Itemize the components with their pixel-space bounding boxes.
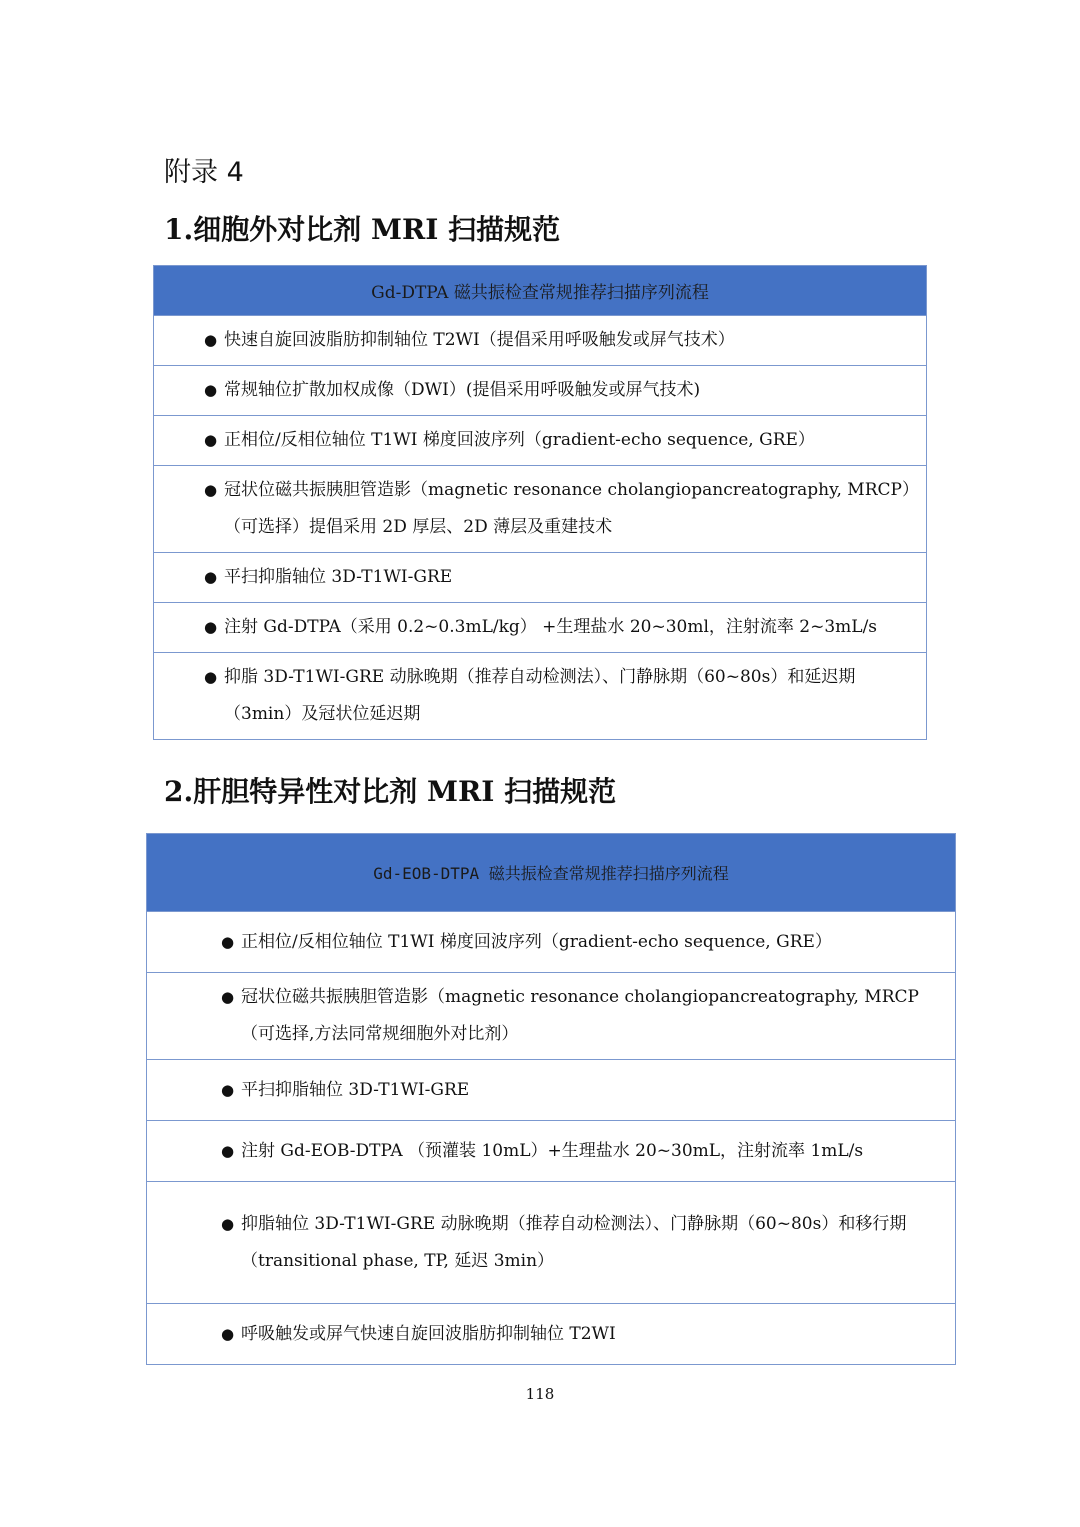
bullet-icon: ● (221, 932, 235, 951)
step-text: 常规轴位扩散加权成像（DWI）(提倡采用呼吸触发或屏气技术) (224, 380, 701, 400)
protocol-step (147, 973, 956, 1060)
table-header: Gd-EOB-DTPA 磁共振检查常规推荐扫描序列流程 (147, 834, 956, 912)
step-text: 正相位/反相位轴位 T1WI 梯度回波序列（gradient-echo sequence, GRE） (241, 931, 832, 952)
table-row (147, 1060, 956, 1121)
protocol-step (154, 316, 927, 366)
step-text: 冠状位磁共振胰胆管造影（magnetic resonance cholangiopancreatography, MRCP（可选择,方法同常规细胞外对比剂） (241, 987, 919, 1044)
table-row (147, 973, 956, 1060)
table-row (154, 416, 927, 466)
step-text: 呼吸触发或屏气快速自旋回波脂肪抑制轴位 T2WI (241, 1323, 616, 1344)
gd-dtpa-protocol-table (153, 265, 927, 740)
table-row (154, 553, 927, 603)
table-row (154, 366, 927, 416)
table-row (147, 1304, 956, 1365)
bullet-icon: ● (221, 1324, 235, 1343)
bullet-icon: ● (221, 1141, 235, 1160)
protocol-step (154, 416, 927, 466)
section-1-title: 1.细胞外对比剂 MRI 扫描规范 (164, 213, 561, 246)
bullet-icon: ● (204, 381, 218, 399)
bullet-icon: ● (204, 618, 218, 636)
bullet-icon: ● (221, 1214, 235, 1233)
bullet-icon: ● (221, 988, 235, 1006)
step-text: 注射 Gd-DTPA（采用 0.2~0.3mL/kg） +生理盐水 20~30ml，注射流率 2~3mL/s (224, 617, 878, 637)
protocol-step (147, 912, 956, 973)
protocol-step (147, 1060, 956, 1121)
table-row (154, 316, 927, 366)
step-text: 抑脂 3D-T1WI-GRE 动脉晚期（推荐自动检测法）、门静脉期（60~80s）和延迟期（3min）及冠状位延迟期 (224, 667, 856, 724)
step-text: 快速自旋回波脂肪抑制轴位 T2WI（提倡采用呼吸触发或屏气技术） (224, 330, 735, 350)
bullet-icon: ● (204, 431, 218, 449)
table-row (147, 1121, 956, 1182)
table-row (154, 653, 927, 740)
step-text: 注射 Gd-EOB-DTPA （预灌装 10mL）+生理盐水 20~30mL，注射流率 1mL/s (241, 1140, 864, 1161)
gd-eob-dtpa-protocol-table (146, 833, 956, 1365)
step-text: 平扫抑脂轴位 3D-T1WI-GRE (224, 567, 453, 587)
bullet-icon: ● (204, 331, 218, 349)
section-2-title: 2.肝胆特异性对比剂 MRI 扫描规范 (164, 775, 617, 808)
table-row (147, 912, 956, 973)
table-row (147, 1182, 956, 1304)
protocol-step (154, 366, 927, 416)
step-text: 平扫抑脂轴位 3D-T1WI-GRE (241, 1079, 470, 1100)
protocol-step (154, 466, 927, 553)
table-header: Gd-DTPA 磁共振检查常规推荐扫描序列流程 (154, 266, 927, 316)
bullet-icon: ● (204, 668, 218, 686)
protocol-step (147, 1121, 956, 1182)
step-text: 正相位/反相位轴位 T1WI 梯度回波序列（gradient-echo sequence, GRE） (224, 430, 815, 450)
protocol-step (154, 653, 927, 740)
table-row (154, 603, 927, 653)
step-text: 抑脂轴位 3D-T1WI-GRE 动脉晚期（推荐自动检测法）、门静脉期（60~80s）和移行期（transitional phase, TP, 延迟 3min） (241, 1213, 907, 1271)
bullet-icon: ● (221, 1080, 235, 1099)
protocol-step (154, 603, 927, 653)
table-header-row (154, 266, 927, 316)
table-header-row (147, 834, 956, 912)
step-text: 冠状位磁共振胰胆管造影（magnetic resonance cholangiopancreatography, MRCP）（可选择）提倡采用 2D 厚层、2D 薄层及重建技术 (224, 480, 911, 537)
protocol-step (147, 1304, 956, 1365)
appendix-label: 附录 4 (164, 157, 244, 188)
bullet-icon: ● (204, 568, 218, 586)
bullet-icon: ● (204, 481, 218, 499)
table-row (154, 466, 927, 553)
protocol-step (154, 553, 927, 603)
page-number: 118 (525, 1385, 555, 1403)
protocol-step (147, 1182, 956, 1304)
